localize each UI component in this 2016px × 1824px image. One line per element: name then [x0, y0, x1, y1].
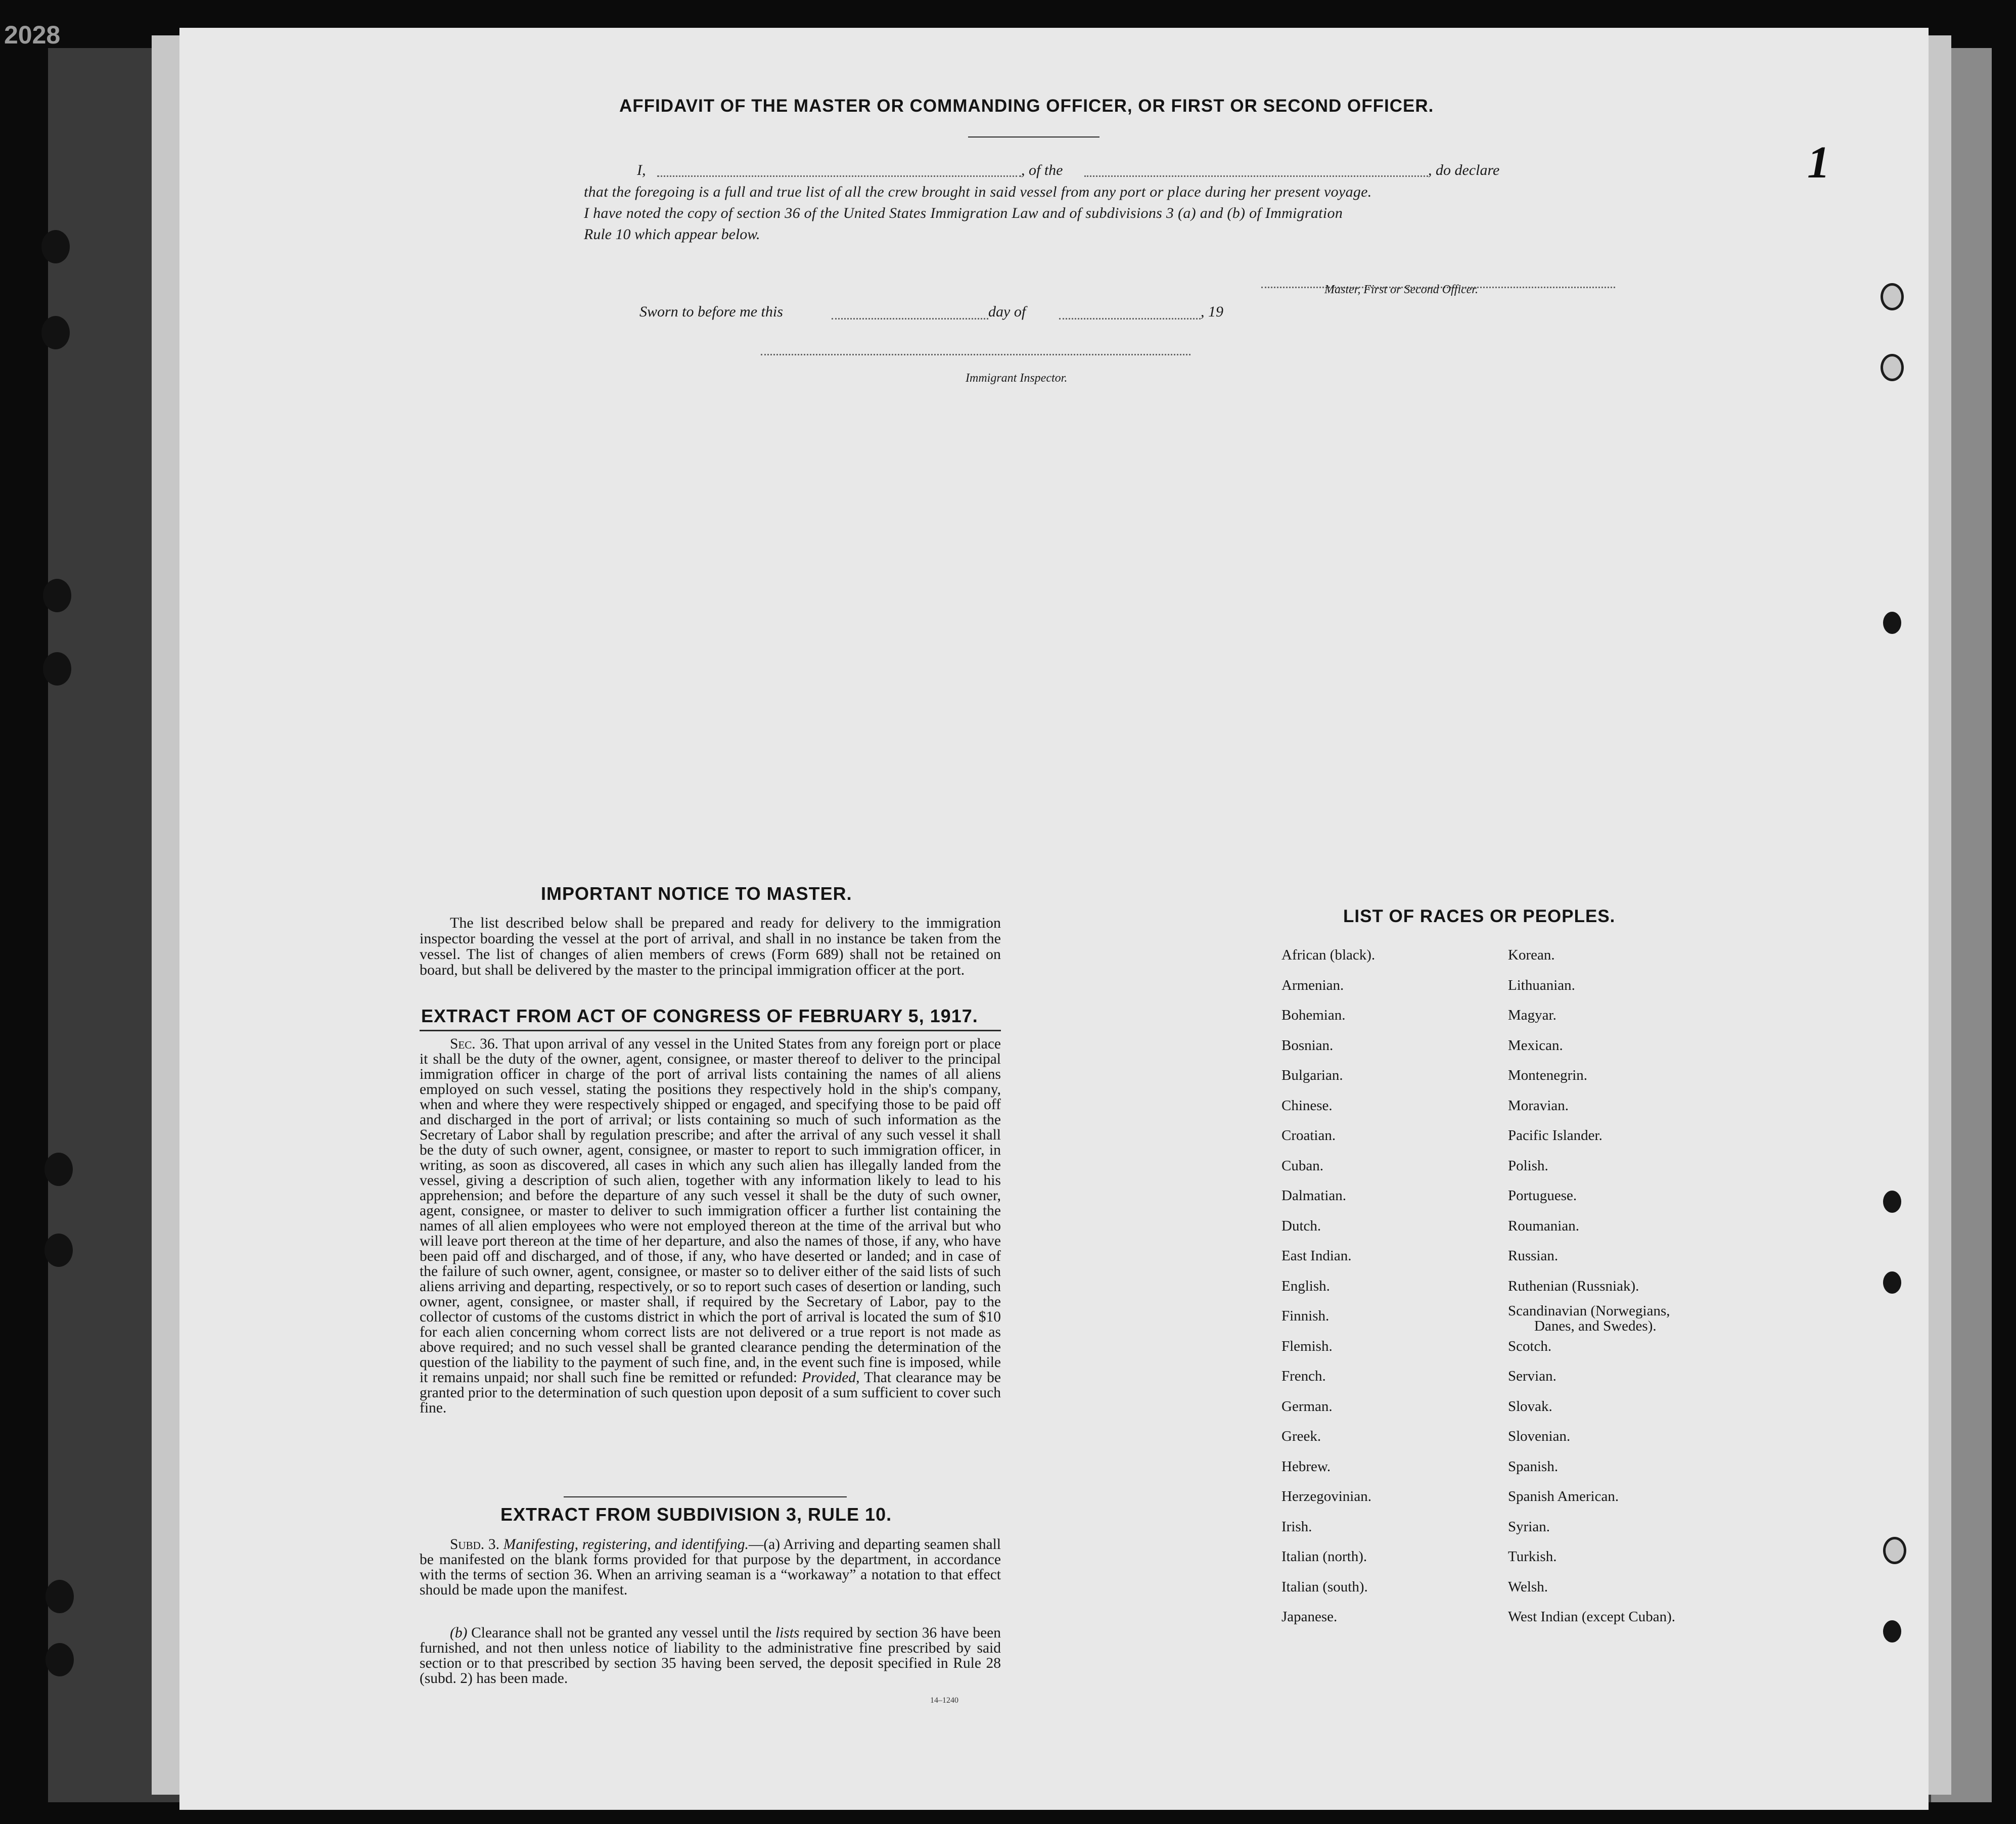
act-title-rule — [420, 1030, 1001, 1031]
punch-hole — [1883, 1271, 1901, 1294]
race-item: Mexican. — [1508, 1037, 1563, 1054]
race-item: Welsh. — [1508, 1579, 1548, 1595]
manifest-page — [179, 28, 1929, 1810]
year-prefix: , 19 — [1201, 303, 1223, 320]
affidavit-title: AFFIDAVIT OF THE MASTER OR COMMANDING OFFICER, OR FIRST OR SECOND OFFICER. — [619, 96, 1434, 116]
race-item: Roumanian. — [1508, 1218, 1579, 1234]
binder-hole — [43, 652, 71, 686]
race-item: Flemish. — [1281, 1338, 1333, 1354]
act-extract-title: EXTRACT FROM ACT OF CONGRESS OF FEBRUARY 5, 1917. — [421, 1006, 978, 1026]
race-item: Japanese. — [1281, 1609, 1338, 1625]
notice-title: IMPORTANT NOTICE TO MASTER. — [541, 883, 852, 904]
race-item: Finnish. — [1281, 1308, 1330, 1324]
race-item: Croatian. — [1281, 1127, 1336, 1144]
race-item: Hebrew. — [1281, 1458, 1331, 1475]
race-item: Lithuanian. — [1508, 977, 1575, 993]
race-item: Italian (north). — [1281, 1548, 1367, 1565]
race-item: Ruthenian (Russniak). — [1508, 1278, 1639, 1294]
affidavit-body-line-2: I have noted the copy of section 36 of the United States Immigration Law and of subdivisions 3 (a) and (b) of Immigration — [584, 205, 1343, 221]
race-item: Spanish American. — [1508, 1488, 1619, 1504]
race-item: Herzegovinian. — [1281, 1488, 1371, 1504]
race-item: Scotch. — [1508, 1338, 1552, 1354]
declarant-name-line — [657, 175, 1021, 177]
race-item: Magyar. — [1508, 1007, 1556, 1023]
race-item: Pacific Islander. — [1508, 1127, 1602, 1144]
race-item: Dutch. — [1281, 1218, 1321, 1234]
race-item: East Indian. — [1281, 1248, 1352, 1264]
races-title: LIST OF RACES OR PEOPLES. — [1343, 906, 1616, 926]
race-item: Bosnian. — [1281, 1037, 1334, 1054]
do-declare-label: , do declare — [1428, 162, 1500, 178]
race-item: Montenegrin. — [1508, 1067, 1588, 1083]
provided-word: Provided, — [802, 1370, 860, 1386]
binder-hole — [45, 1580, 74, 1613]
sworn-label: Sworn to before me this — [639, 303, 783, 320]
race-item: Bulgarian. — [1281, 1067, 1343, 1083]
vessel-name-line — [1084, 175, 1428, 177]
race-item: Spanish. — [1508, 1458, 1559, 1475]
of-the-label: , of the — [1021, 162, 1063, 178]
race-item: Moravian. — [1508, 1098, 1569, 1114]
punch-hole — [1883, 612, 1901, 634]
para-a-label: —(a) — [748, 1536, 781, 1553]
race-item: Greek. — [1281, 1428, 1321, 1444]
binder-hole — [41, 230, 70, 263]
act-extract-text — [420, 1036, 1001, 1416]
section-text-b: That clearance may be granted prior to the determination of such question upon deposit of a sum sufficient to cover such fine. — [420, 1370, 1001, 1416]
title-underline — [968, 136, 1099, 138]
punch-hole — [1883, 1620, 1901, 1643]
punch-hole — [1881, 283, 1904, 310]
rule-para-a — [420, 1537, 1001, 1598]
para-b-text-1: Clearance shall not be granted any vessel until the — [471, 1625, 772, 1641]
race-item: Servian. — [1508, 1368, 1556, 1384]
sworn-month-line — [1059, 318, 1201, 320]
para-b-text-2: required by section 36 have been furnished, and not then unless notice of liability to the administrative fine prescribed by said section or to that prescribed by section 35 having been served, the deposit specified in Rule 28 (subd. 2) has been made. — [420, 1625, 1001, 1686]
race-item: Slovenian. — [1508, 1428, 1571, 1444]
rule-section-divider — [564, 1496, 847, 1497]
section-label: Sec. 36. — [450, 1036, 498, 1052]
para-b-label: (b) — [450, 1625, 468, 1641]
scan-number: 2028 — [4, 21, 61, 49]
binder-hole — [41, 316, 70, 349]
race-item: Syrian. — [1508, 1519, 1550, 1535]
race-item: Russian. — [1508, 1248, 1559, 1264]
section-text-a: That upon arrival of any vessel in the United States from any foreign port or place it shall be the duty of the owner, agent, consignee, or master thereof to deliver to the principal immigration officer in charge of the port of arrival lists containing the names of all aliens employed on such vessel, stating the positions they respectively hold in the ship's company, when and where they were respectively shipped or engaged, and specifying those to be paid off and discharged in the port of arrival; or lists containing so much of such information as the Secretary of Labor shall by regulation prescribe; and after the arrival of any such vessel it shall be the duty of such owner, agent, consignee, or master to report to such immigration officer, in writing, as soon as discovered, all cases in which any such alien has illegally landed from the vessel, giving a description of such alien, together with any information likely to lead to his apprehension; and before the departure of any such vessel it shall be the duty of such owner, agent, consignee, or master to deliver to such immigration officer a further list containing the names of all alien employees who were not employed thereon at the time of the arrival but who will leave port thereon at the time of her departure, and also the names of those, if any, who have been paid off and discharged, and of those, if any, who have deserted or landed; and in case of the failure of such owner, agent, consignee, or master so to deliver either of the said lists of such aliens arriving and departing, respectively, or so to report such cases of desertion or landing, such owner, agent, consignee, or master shall, if required by the Secretary of Labor, pay to the collector of customs of the customs district in which the port of arrival is located the sum of $10 for each alien concerning whom correct lists are not delivered or a true report is not made as above required; and no such vessel shall be granted clearance pending the determination of the question of the liability to the payment of such fine, and, in the event such fine is imposed, while it remains unpaid; nor shall such fine be remitted or refunded: — [420, 1036, 1001, 1386]
race-item: Scandinavian (Norwegians, — [1508, 1303, 1670, 1319]
page-mark: 1 — [1807, 138, 1830, 188]
affidavit-body-line-3: Rule 10 which appear below. — [584, 226, 760, 243]
race-item: English. — [1281, 1278, 1330, 1294]
race-item: Bohemian. — [1281, 1007, 1346, 1023]
race-item: Polish. — [1508, 1158, 1548, 1174]
race-item: Chinese. — [1281, 1098, 1333, 1114]
binder-hole — [45, 1643, 74, 1676]
subdivision-label: Subd. 3. — [450, 1536, 499, 1553]
punch-hole — [1881, 354, 1904, 381]
race-item: Irish. — [1281, 1519, 1312, 1535]
race-item: Slovak. — [1508, 1398, 1552, 1415]
para-a-text: Arriving and departing seamen shall be manifested on the blank forms provided for that purpose by the department, in accordance with the terms of section 36. When an arriving seaman is a “workaway” a notation to that effect should be made upon the manifest. — [420, 1536, 1001, 1598]
race-item: Turkish. — [1508, 1548, 1557, 1565]
race-item: Danes, and Swedes). — [1534, 1318, 1657, 1334]
notice-text: The list described below shall be prepared and ready for delivery to the immigration inspector boarding the vessel at the port of arrival, and shall in no instance be taken from the vessel. The list of changes of alien members of crews (Form 689) shall not be retained on board, but shall be delivered by the master to the principal immigration officer at the port. — [420, 915, 1001, 978]
punch-hole — [1883, 1191, 1901, 1213]
day-of-label: day of — [988, 303, 1026, 320]
para-b-lists: lists — [775, 1625, 800, 1641]
race-item: French. — [1281, 1368, 1326, 1384]
subdivision-heading: Manifesting, registering, and identifying. — [503, 1536, 749, 1553]
binder-hole — [44, 1234, 73, 1267]
affidavit-body-line-1: that the foregoing is a full and true list of all the crew brought in said vessel from any port or place during her present voyage. — [584, 184, 1372, 200]
race-item: West Indian (except Cuban). — [1508, 1609, 1676, 1625]
binder-hole — [43, 579, 71, 612]
inspector-caption: Immigrant Inspector. — [966, 372, 1068, 385]
inspector-signature-line — [761, 354, 1190, 355]
rule-para-b — [420, 1625, 1001, 1686]
race-item: Dalmatian. — [1281, 1188, 1347, 1204]
form-number: 14–1240 — [930, 1696, 958, 1705]
race-item: Armenian. — [1281, 977, 1344, 993]
rule-extract-title: EXTRACT FROM SUBDIVISION 3, RULE 10. — [500, 1504, 892, 1525]
race-item: Korean. — [1508, 947, 1555, 963]
race-item: African (black). — [1281, 947, 1376, 963]
race-item: German. — [1281, 1398, 1333, 1415]
declarant-prefix: I, — [637, 162, 646, 178]
signature-caption: Master, First or Second Officer. — [1324, 283, 1478, 296]
race-item: Cuban. — [1281, 1158, 1323, 1174]
sworn-day-line — [832, 318, 988, 320]
race-item: Portuguese. — [1508, 1188, 1577, 1204]
binder-hole — [44, 1153, 73, 1186]
punch-hole — [1883, 1537, 1906, 1564]
race-item: Italian (south). — [1281, 1579, 1368, 1595]
